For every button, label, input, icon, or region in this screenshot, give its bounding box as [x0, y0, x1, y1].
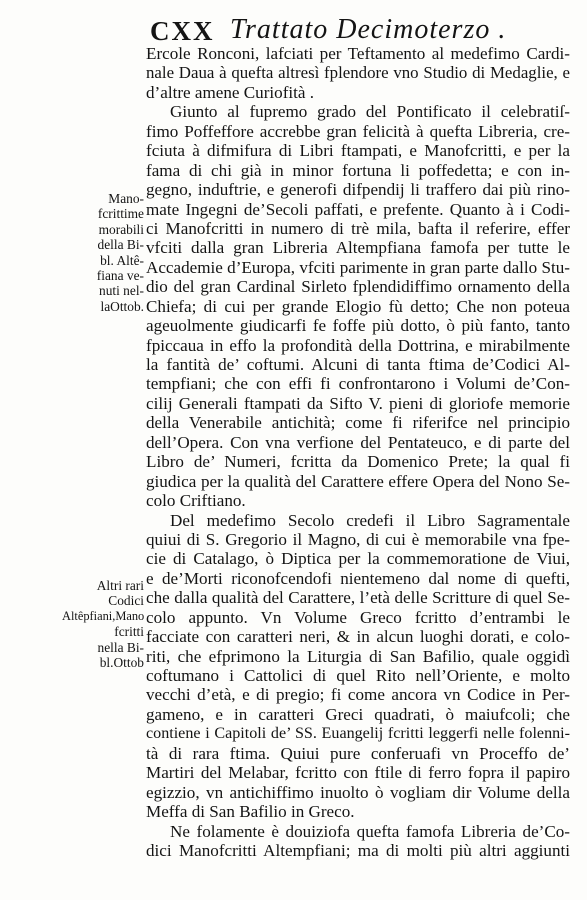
margin-note-line: fiana ve-: [96, 267, 144, 283]
text-line: Chiefa; di cui per grande Elogio fù detto; Che non poteua: [146, 296, 570, 316]
text-line: nale Daua à quefta altresì fplendore vno Studio di Medaglie, e: [146, 63, 570, 83]
margin-note-line: Altêpfiani,Mano: [62, 608, 145, 623]
text-line: cilij Generali ftampati da Sifto V. pieni di gloriofe memorie: [146, 393, 570, 413]
margin-note-line: fcrittime: [97, 206, 144, 222]
text-line: Giunto al fupremo grado del Pontificato il celebratiſ-: [170, 102, 570, 122]
text-line: fama di chi già in minor fortuna li poffedetta; e con in-: [146, 160, 570, 180]
text-line: dell’Opera. Con vna verfione del Pentateuco, e di parte del: [146, 432, 570, 452]
text-line: ageuolmente giudicarfi fe foffe più dotto, ò più fanto, tanto: [146, 316, 570, 336]
text-line: che dalla qualità del Carattere, l’età delle Scritture di quel Se-: [146, 588, 570, 608]
text-line: egizzio, vn antichiffimo inuolto ò vogliam dir Volume della: [146, 782, 570, 802]
margin-note-line: Altri rari: [96, 578, 144, 593]
margin-note-line: nella Bi-: [97, 639, 144, 655]
margin-note-line: laOttob.: [100, 298, 144, 314]
text-line: Ne folamente è douiziofa quefta famofa Libreria de’Co-: [170, 821, 570, 841]
margin-note-codices: [62, 578, 144, 670]
text-line: ci Manofcritti in numero di trè mila, bafta il referire, effer: [146, 218, 570, 238]
text-line: quiui di S. Gregorio il Magno, di cui è memorabile vna fpe-: [146, 529, 570, 549]
text-line: coftumano i Cattolici di quel Rito nell’Oriente, e molto: [146, 666, 570, 685]
text-line: mate Ingegni de’Secoli paffati, e prefente. Quanto à i Codi-: [146, 199, 570, 219]
margin-note-manuscripts: [62, 191, 144, 314]
text-line: fimo Poffeffore accrebbe gran felicità à quefta Libreria, cre-: [146, 121, 570, 141]
margin-note-line: della Bi-: [97, 237, 144, 253]
text-line: Libro de’ Numeri, fcritta da Domenico Prete; la qual fi: [146, 452, 570, 472]
text-line: giudica per la qualità del Carattere effere Opera del Nono Se-: [146, 471, 570, 491]
margin-note-line: nuti nel-: [99, 283, 144, 299]
text-line: la fantità de’ coftumi. Alcuni di tanta ftima de’Codici Al-: [146, 355, 570, 374]
text-line: d’altre amene Curiofità .: [146, 82, 315, 102]
text-line: colo appunto. Vn Volume Greco fcritto d’entrambi le: [146, 607, 570, 627]
margin-note-line: morabili: [98, 221, 144, 237]
text-line: Accademie d’Europa, vfciti parimente in gran parte dallo Stu-: [146, 257, 570, 277]
main-text: [146, 44, 570, 860]
running-title: Trattato Decimoterzo .: [230, 14, 507, 45]
text-line: colo Criftiano.: [146, 491, 246, 511]
margin-note-line: Mano-: [108, 191, 144, 206]
text-line: cie di Catalago, ò Diptica per la commemoratione de Viui,: [146, 549, 570, 569]
text-line: vfciti dalla gran Libreria Altempfiana famofa per tutte le: [146, 238, 570, 258]
text-line: Meffa di San Bafilio in Greco.: [146, 802, 355, 822]
text-line: e de’Morti riconofcendofi nientemeno dal nome di quefti,: [146, 568, 570, 588]
text-line: fpiccaua in effo la profondità della Dottrina, e mirabilmente: [146, 335, 570, 355]
text-line: Martiri del Melabar, fcritto con ftile di ferro fopra il papiro: [146, 763, 570, 783]
margin-note-line: fcritti: [114, 624, 144, 640]
text-line: riti, che efprimono la Liturgia di San Bafilio, quale oggidì: [146, 646, 570, 666]
text-line: gameno, e in caratteri Greci quadrati, ò maiufcoli; che: [146, 704, 570, 724]
text-line: fciuta à difmifura di Libri ftampati, e Manofcritti, e per la: [146, 141, 570, 161]
text-line: tempfiani; che con effi fi confrontarono i Volumi de’Con-: [146, 374, 570, 394]
text-line: contiene i Capitoli de’ SS. Euangelij fcritti leggerfi nelle folenni-: [146, 725, 570, 743]
text-line: Ercole Ronconi, lafciati per Teftamento al medefimo Cardi-: [146, 44, 570, 63]
margin-note-line: bl.Ottob: [99, 654, 144, 670]
margin-note-line: Codici: [108, 593, 144, 609]
text-line: gegno, induftrie, e generofi difpendij li traffero dai più rino-: [146, 180, 570, 200]
text-line: tà di rara ftima. Quiui pure conferuafi vn Proceffo de’: [146, 743, 570, 763]
margin-note-line: bl. Altê-: [100, 252, 144, 268]
text-line: vecchi d’età, e di pregio; fi come ancora vn Codice in Per-: [146, 685, 570, 705]
text-line: facciate con caratteri neri, & in alcun luoghi dorati, e colo-: [146, 627, 570, 647]
text-line: dio del gran Cardinal Sirleto fplendidiffimo ornamento della: [146, 277, 570, 297]
page-number: CXX: [150, 16, 215, 46]
text-line: dici Manofcritti Altempfiani; ma di molti più altri aggiunti: [146, 840, 570, 860]
text-line: della Venerabile antichità; come fi riferifce nel principio: [146, 413, 570, 433]
text-line: Del medefimo Secolo credefi il Libro Sagramentale: [170, 510, 570, 530]
